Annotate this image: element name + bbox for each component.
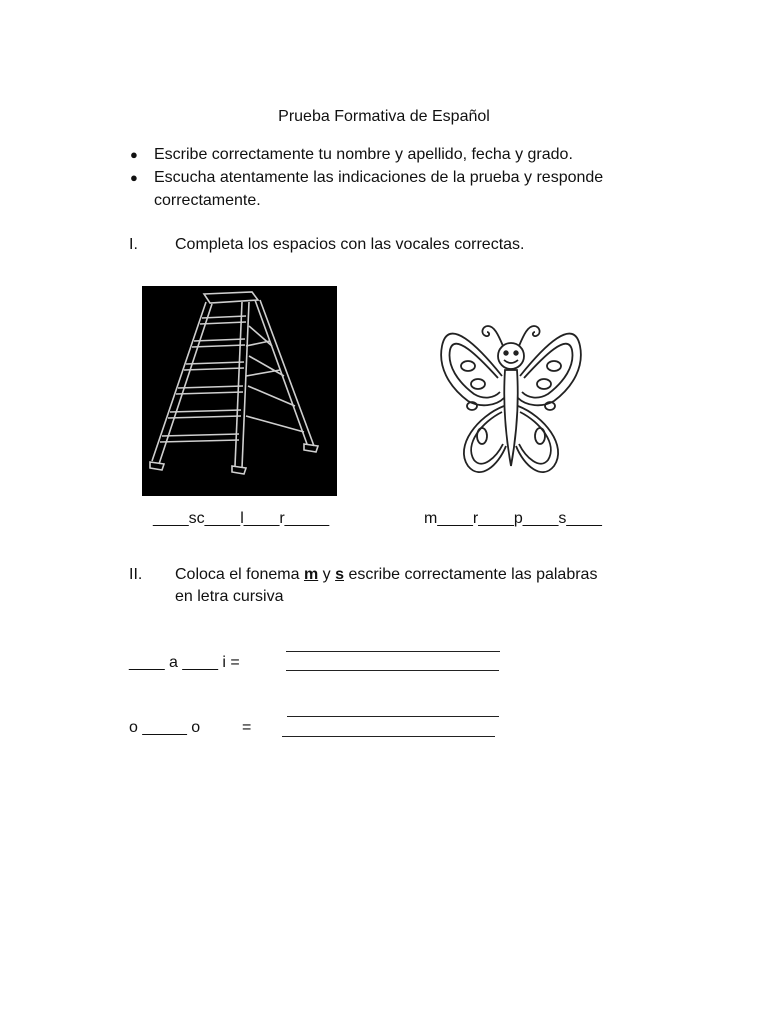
section-number: II. <box>129 566 143 583</box>
ladder-drawing <box>142 286 337 496</box>
exercise-1-prompt[interactable]: ____ a ____ i = <box>129 654 240 671</box>
exercise-1-guide-line <box>286 651 500 652</box>
section-1-heading <box>129 236 525 254</box>
section-text-y: y <box>318 566 336 583</box>
exercise-2-guide-line <box>287 716 499 717</box>
butterfly-image <box>418 306 604 496</box>
exercise-1-answer-line[interactable] <box>286 670 499 671</box>
instruction-item <box>128 166 664 212</box>
section-text: Coloca el fonema <box>175 566 304 583</box>
section-2-heading-line2: en letra cursiva <box>175 588 284 605</box>
bullet-icon: ● <box>130 147 138 162</box>
page-title: Prueba Formativa de Español <box>278 108 490 125</box>
instruction-item <box>128 143 664 166</box>
instructions-list <box>128 143 664 212</box>
instruction-text: Escribe correctamente tu nombre y apellido, fecha y grado. <box>154 146 573 163</box>
butterfly-word-blank[interactable]: m____r____p____s____ <box>424 510 602 527</box>
section-text-post: escribe correctamente las palabras <box>344 566 598 583</box>
letter-m: m <box>303 566 319 583</box>
butterfly-drawing <box>418 306 604 496</box>
exercise-2-equals: = <box>242 719 252 736</box>
bullet-icon: ● <box>130 170 138 185</box>
ladder-word-blank[interactable]: ____sc____l____r_____ <box>153 510 330 527</box>
section-text: Completa los espacios con las vocales correctas. <box>175 236 525 253</box>
exercise-2-prompt[interactable]: o _____ o <box>129 719 201 736</box>
ladder-image <box>142 286 337 496</box>
instruction-text: Escucha atentamente las indicaciones de la prueba y responde correctamente. <box>154 169 604 209</box>
section-2-heading <box>129 566 597 584</box>
exercise-2-answer-line[interactable] <box>282 736 495 737</box>
letter-s: s <box>335 566 344 583</box>
section-number: I. <box>129 236 138 253</box>
